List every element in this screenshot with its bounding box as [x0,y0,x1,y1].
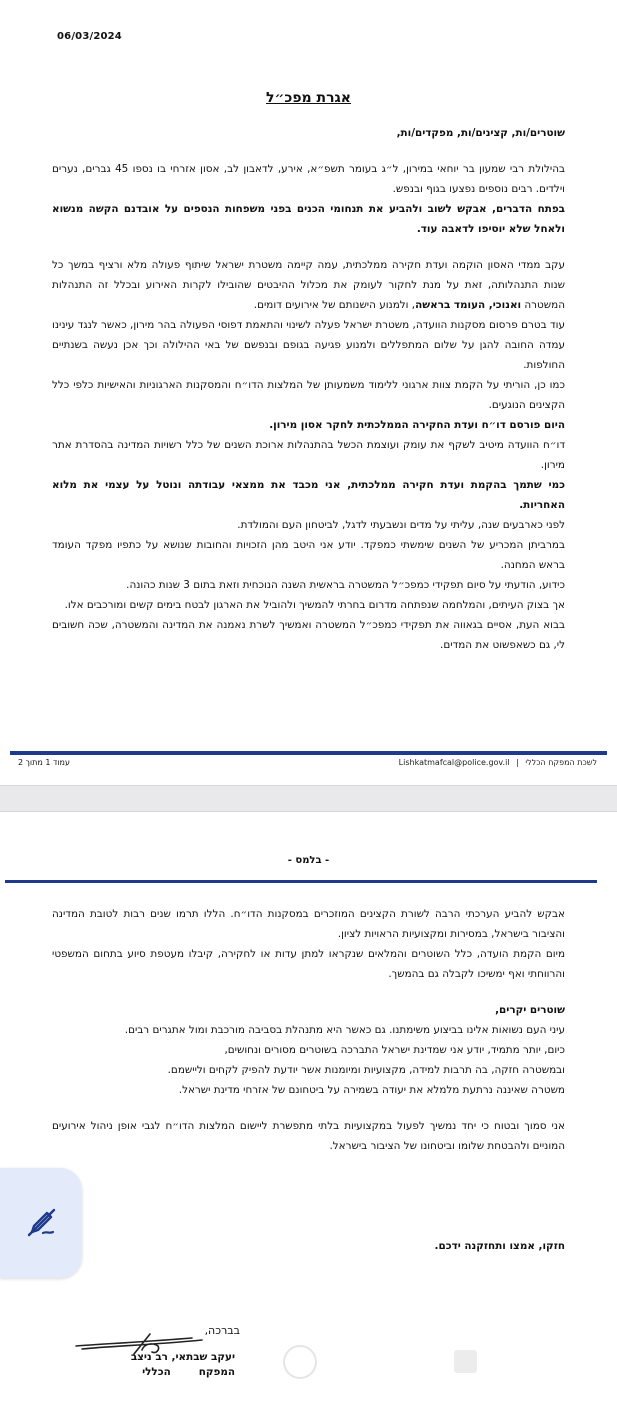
home-circle-icon[interactable] [283,1345,317,1379]
paragraph-blessed: כיום, יותר מתמיד, יודע אני שמדינת ישראל התברכה בשוטרים מסורים ונחושים, [224,1044,565,1056]
signer-block [131,1350,235,1380]
paragraph-responsibility: כמי שתמך בהקמת ועדת חקירה ממלכתית, אני מכבד את ממצאי עבודתה ונוטל על עצמי את מלוא האחריות. [52,479,565,511]
paragraph-mission: משטרה שאיננה נרתעת מלמלא את יעודה בשמירה על ביטחונם של אזרחי מדינת ישראל. [178,1084,565,1096]
page-number: עמוד 1 מתוך 2 [18,758,70,767]
edit-button[interactable] [0,1168,82,1278]
paragraph-farewell: בבוא העת, אסיים בגאווה את תפקידי כמפכ״ל המשטרה ואמשיך לשרת נאמנה את המדינה והמשטרה, שכה חשובים לי, גם כשאפשוט את המדים. [52,619,565,651]
page2-body [52,904,565,1156]
paragraph-disaster: בהילולת רבי שמעון בר יוחאי במירון, ל״ג בעומר תשפ״א, אירע, לדאבון לב, אסון אזרחי בו נספו 45 גברים, נערים וילדים. רבים נוספים נפצעו בגוף ובנפש. [52,163,566,195]
closing-line: חזקו, אמצו ותחזקנה ידכם. [434,1240,565,1252]
paragraph-commander: במרביתן המכריע של השנים שימשתי כמפקד. יודע אני היטב מהן הזכויות והחובות שנושא על כתפיו מפקד העומד בראש המחנה. [52,539,565,571]
dear-officers: שוטרים יקרים, [495,1004,565,1016]
paragraph-condolences: בפתח הדברים, אבקש לשוב ולהביע את תנחומי הכנים בפני משפחות הנספים על אובדנם הקשה מנשוא ולאחל שלא יוסיפו לדאבה עוד. [52,203,565,235]
document-page-2 [0,812,617,1408]
salutation: שוטרים/ות, קצינים/ות, מפקדים/ות, [396,127,565,139]
footer-contact: לשכת המפקח הכללי | Lishkatmafcal@police.gov.il [398,758,597,767]
document-title: אגרת מפכ״ל [266,90,351,106]
paragraph-report: דו״ח הוועדה מיטיב לשקף את עומק ועוצמת הכשל בהתנהלות ארוכת השנים של כלל רשויות המדינה בהסדרת אתר מירון. [52,439,565,471]
paragraph-commitment: אני סמוך ובטוח כי יחד נמשיך לפעול במקצועיות בלתי מתפשרת ליישום המלצות הדו״ח לגבי אופן ניהול אירועים המוניים ולהבטחת שלומו וביטחונו של הציבור בישראל. [52,1120,565,1152]
page-separator [0,785,617,812]
paragraph-report-published: היום פורסם דו״ח ועדת החקירה הממלכתית לחקר אסון מירון. [269,419,565,431]
classification-marker: - בלמס - [287,855,330,866]
paragraph-oath: לפני כארבעים שנה, עליתי על מדים ונשבעתי לדגל, לביטחון העם והמולדת. [237,519,565,531]
paragraph-term: כידוע, הודעתי על סיום תפקידי כמפכ״ל המשטרה בראשית השנה הנוכחית וזאת בתום 3 שנות כהונה. [126,579,565,591]
greeting: בברכה, [204,1324,240,1337]
paragraph-support: מיום הקמת הועדה, כלל השוטרים והמלאים שנקראו למתן עדות או לחקירה, קיבלו מעטפת סיוע בתחום המשפטי והרווחתי ואף ימשיכו לקבלה גם בהמשך. [52,948,565,980]
paragraph-commission: עקב ממדי האסון הוקמה ועדת חקירה ממלכתית, עמה קיימה משטרת ישראל שיתוף פעולה מלא ורציף במשך כל שנות התנהלותה, זאת על מנת לחקור לעומק את מכלול ההיבטים שהובילו לקרות האירוע ובכלל זה התנהלות המשטרה ואנוכי, העומד בראשה, ולמנוע הישנותם של אירועים דומים. [52,259,565,311]
signer-name: יעקב שבתאי, רב ניצב [130,1351,235,1363]
paragraph-changes: עוד בטרם פרסום מסקנות הוועדה, משטרת ישראל פעלה לשינוי והתאמת דפוסי הפעולה בהר מירון, כאשר לנגד עינינו עמדה החובה להגן על שלום המתפללים ולמנוע פגיעה בגופם ובנפשם של באי ההילולה וכך אכן נעשה בשנתיים החולפות. [52,319,565,371]
paragraph-appreciation: אבקש להביע הערכתי הרבה לשורת הקצינים המוזכרים במסקנות הדו״ח. הללו תרמו שנים רבות לטובת המדינה והציבור בישראל, במסירות ומקצועיות הראויות לציון. [52,908,565,940]
paragraph-eyes: עיני העם נשואות אלינו בביצוע משימתנו. גם כאשר היא מתנהלת בסביבה מורכבת ומול אתגרים רבים. [124,1024,565,1036]
page1-body [52,123,565,655]
document-date: 06/03/2024 [57,31,122,42]
footer-email[interactable]: Lishkatmafcal@police.gov.il [398,758,510,767]
footer-rule [10,751,607,755]
edit-pen-icon [21,1203,61,1243]
recents-square-icon[interactable] [454,1350,477,1373]
paragraph-team: כמו כן, הוריתי על הקמת צוות ארגוני ללימוד משמעותן של המלצות הדו״ח והמסקנות הארגוניות והאישיות כלפי כלל הקצינים הנוגעים. [52,379,565,411]
paragraph-strong-police: ובמשטרה חזקה, בה תרבות למידה, מקצועיות ומיומנות אשר יודעת להפיק לקחים וליישמם. [167,1064,565,1076]
signer-role: המפקחהכללי [142,1366,235,1378]
header-rule [5,880,597,883]
paragraph-war: אך בצוק העיתים, והמלחמה שנפתחה מדרום בחרתי להמשיך ולהוביל את הארגון לבטח בימים קשים ומורכבים אלו. [64,599,565,611]
